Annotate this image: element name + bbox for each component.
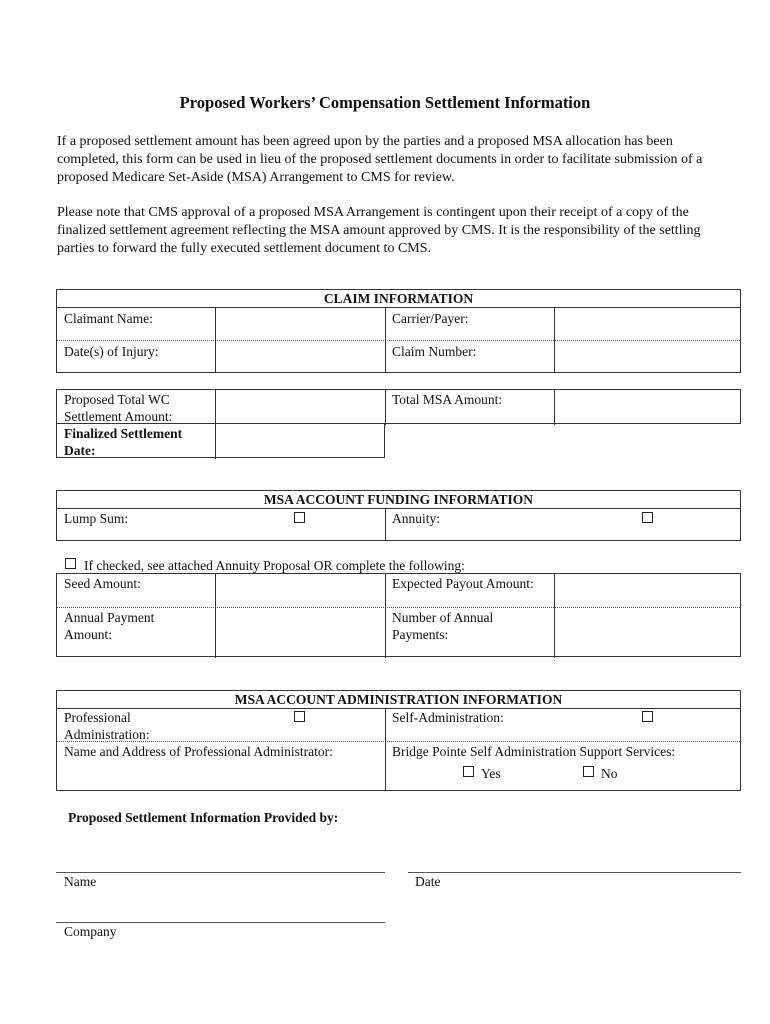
name-label: Name: [64, 874, 97, 889]
self-administration-checkbox[interactable]: [642, 711, 653, 722]
claim-information-header: CLAIM INFORMATION: [323, 291, 474, 306]
claim-number-field[interactable]: [555, 341, 741, 373]
finalized-date-table: [56, 423, 385, 458]
total-msa-label: Total MSA Amount:: [392, 392, 503, 407]
seed-amount-field[interactable]: [216, 574, 384, 607]
annual-payment-field[interactable]: [216, 608, 384, 657]
annuity-details-table: [56, 573, 741, 657]
total-msa-field[interactable]: [555, 390, 741, 423]
annuity-checkbox[interactable]: [642, 512, 653, 523]
professional-administration-label: Professional Administration:: [64, 710, 150, 742]
page-title: Proposed Workers’ Compensation Settlement Information: [179, 93, 591, 112]
seed-amount-label: Seed Amount:: [64, 576, 141, 591]
claim-information-table: [56, 289, 741, 373]
proposed-total-field[interactable]: [216, 390, 384, 423]
expected-payout-label: Expected Payout Amount:: [392, 576, 534, 591]
administration-information-table: [56, 690, 741, 791]
note-paragraph: Please note that CMS approval of a proposed MSA Arrangement is contingent upon their receipt of a copy of the finalized settlement agreement reflecting the MSA amount approved by CMS. It is the responsibility of the settling parties to forward the fully executed settlement document to CMS.: [57, 205, 701, 256]
date-line[interactable]: [408, 872, 741, 873]
company-line[interactable]: [56, 922, 385, 923]
bridge-pointe-yes-label: Yes: [481, 766, 501, 781]
provided-by-label: Proposed Settlement Information Provided by:: [68, 810, 339, 825]
name-line[interactable]: [56, 872, 385, 873]
bridge-pointe-no-checkbox[interactable]: [583, 766, 594, 777]
funding-information-header: MSA ACCOUNT FUNDING INFORMATION: [263, 492, 534, 507]
lump-sum-label: Lump Sum:: [64, 511, 129, 526]
finalized-date-field[interactable]: [216, 424, 384, 457]
number-annual-field[interactable]: [555, 608, 741, 657]
dates-of-injury-field[interactable]: [216, 341, 384, 373]
bridge-pointe-yes-checkbox[interactable]: [463, 766, 474, 777]
professional-administrator-name-label: Name and Address of Professional Administrator:: [64, 744, 333, 759]
administration-information-header: MSA ACCOUNT ADMINISTRATION INFORMATION: [234, 692, 563, 707]
self-administration-label: Self-Administration:: [392, 710, 504, 725]
company-label: Company: [64, 924, 117, 939]
bridge-pointe-no-label: No: [601, 766, 618, 781]
claimant-name-field[interactable]: [216, 308, 384, 340]
intro-paragraph: If a proposed settlement amount has been agreed upon by the parties and a proposed MSA allocation has been completed, this form can be used in lieu of the proposed settlement documents in order to facilitate submission of a proposed Medicare Set-Aside (MSA) Arrangement to CMS for review.: [57, 134, 703, 185]
carrier-payer-field[interactable]: [555, 308, 741, 340]
claim-number-label: Claim Number:: [392, 344, 477, 359]
funding-information-table: [56, 490, 741, 541]
date-label: Date: [415, 874, 441, 889]
expected-payout-field[interactable]: [555, 574, 741, 607]
claimant-name-label: Claimant Name:: [64, 311, 153, 326]
annual-payment-label: Annual Payment Amount:: [64, 610, 155, 642]
annuity-proposal-checkbox[interactable]: [65, 558, 76, 569]
annuity-label: Annuity:: [392, 511, 441, 526]
bridge-pointe-label: Bridge Pointe Self Administration Support Services:: [392, 744, 676, 759]
proposed-total-label: Proposed Total WC Settlement Amount:: [64, 392, 173, 424]
dates-of-injury-label: Date(s) of Injury:: [64, 344, 159, 359]
settlement-amount-table: [56, 389, 741, 424]
carrier-payer-label: Carrier/Payer:: [392, 311, 469, 326]
number-annual-label: Number of Annual Payments:: [392, 610, 494, 642]
finalized-date-label: Finalized Settlement Date:: [64, 426, 183, 458]
lump-sum-checkbox[interactable]: [294, 512, 305, 523]
professional-administration-checkbox[interactable]: [294, 711, 305, 722]
annuity-proposal-note: If checked, see attached Annuity Proposal OR complete the following:: [84, 558, 465, 573]
